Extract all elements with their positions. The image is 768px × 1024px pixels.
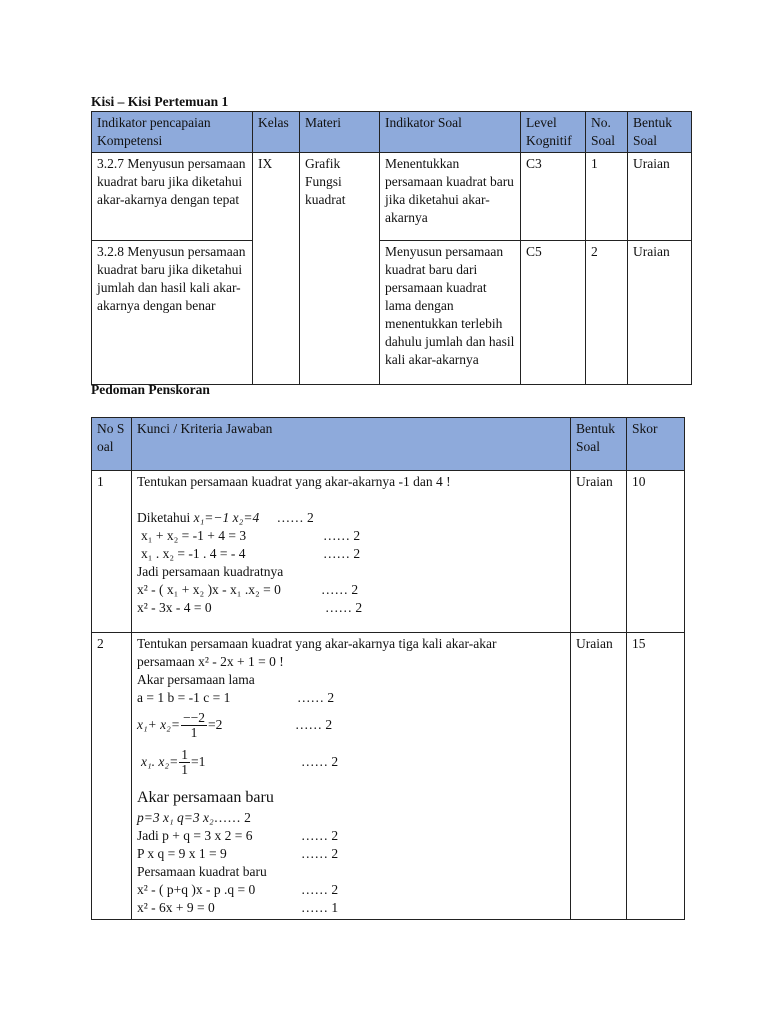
- materi-cell: Grafik Fungsi kuadrat: [300, 153, 380, 385]
- pxq-line: P x q = 9 x 1 = 9 …… 2: [137, 846, 339, 861]
- no-soal-cell: 2: [586, 241, 628, 385]
- header-bentuk-soal: Bentuk Soal: [571, 418, 627, 471]
- header-no-soal: No Soal: [92, 418, 132, 471]
- table-row: [92, 241, 692, 385]
- product-line: x₁. x₂= $\frac{1}{1}$ =1 …… 2: [141, 746, 339, 777]
- no-soal-cell: 1: [92, 471, 132, 633]
- bentuk-soal-cell: Uraian: [628, 153, 692, 241]
- penskoran-title: Pedoman Penskoran: [91, 382, 210, 397]
- indikator-soal-cell: Menyusun persamaan kuadrat baru dari persamaan kuadrat lama dengan menentukkan terlebih dahulu jumlah dan hasil kali akar-akarnya: [380, 241, 521, 385]
- fraction: $\frac{--2}{1}$: [182, 709, 205, 740]
- skor-cell: 10: [627, 471, 685, 633]
- level-cell: C5: [521, 241, 586, 385]
- question-text: persamaan x² - 2x + 1 = 0 !: [137, 654, 284, 669]
- header-no-soal: No. Soal: [586, 112, 628, 153]
- akar-baru-line: Akar persamaan baru: [137, 789, 274, 806]
- header-indikator-soal: Indikator Soal: [380, 112, 521, 153]
- question-text: Tentukan persamaan kuadrat yang akar-akarnya tiga kali akar-akar: [137, 636, 497, 651]
- sum-line: x₁+ x₂= $\frac{--2}{1}$ =2 …… 2: [137, 709, 333, 740]
- indikator-kompetensi-cell: 3.2.7 Menyusun persamaan kuadrat baru jika diketahui akar-akarnya dengan tepat: [92, 153, 253, 241]
- akar-lama-line: Akar persamaan lama: [137, 672, 255, 687]
- kunci-jawaban-cell: [132, 471, 571, 633]
- equation-line: x² - 6x + 9 = 0 …… 1: [137, 900, 339, 915]
- fraction: $\frac{1}{1}$: [181, 746, 188, 777]
- kunci-jawaban-cell: [132, 633, 571, 920]
- penskoran-header-row: [92, 418, 685, 471]
- abc-line: a = 1 b = -1 c = 1 …… 2: [137, 690, 335, 705]
- bentuk-soal-cell: Uraian: [571, 633, 627, 920]
- equation-line: x² - 3x - 4 = 0 …… 2: [137, 600, 363, 615]
- table-row: [92, 471, 685, 633]
- product-line: x₁ . x₂ = -1 . 4 = - 4 …… 2: [141, 546, 361, 561]
- table-row: [92, 633, 685, 920]
- jadi-line: Jadi persamaan kuadratnya: [137, 564, 284, 579]
- pkb-line: Persamaan kuadrat baru: [137, 864, 267, 879]
- kisi-table: [91, 111, 692, 385]
- indikator-soal-cell: Menentukkan persamaan kuadrat baru jika diketahui akar-akarnya: [380, 153, 521, 241]
- skor-cell: 15: [627, 633, 685, 920]
- indikator-kompetensi-cell: 3.2.8 Menyusun persamaan kuadrat baru jika diketahui jumlah dan hasil kali akar-akarnya dengan benar: [92, 241, 253, 385]
- equation-line: x² - ( x₁ + x₂ )x - x₁ .x₂ = 0 …… 2: [137, 582, 359, 597]
- penskoran-table: [91, 417, 685, 920]
- table-row: [92, 153, 692, 241]
- no-soal-cell: 1: [586, 153, 628, 241]
- level-cell: C3: [521, 153, 586, 241]
- header-kelas: Kelas: [253, 112, 300, 153]
- header-indikator-kompetensi: Indikator pencapaian Kompetensi: [92, 112, 253, 153]
- kisi-header-row: [92, 112, 692, 153]
- equation-line: x² - ( p+q )x - p .q = 0 …… 2: [137, 882, 339, 897]
- question-text: Tentukan persamaan kuadrat yang akar-akarnya -1 dan 4 !: [137, 474, 451, 489]
- kelas-cell: IX: [253, 153, 300, 385]
- header-level-kognitif: Level Kognitif: [521, 112, 586, 153]
- jadi-line: Jadi p + q = 3 x 2 = 6 …… 2: [137, 828, 339, 843]
- no-soal-cell: 2: [92, 633, 132, 920]
- bentuk-soal-cell: Uraian: [628, 241, 692, 385]
- sum-line: x₁ + x₂ = -1 + 4 = 3 …… 2: [141, 528, 361, 543]
- diketahui-line: Diketahui x₁=−1 x₂=4 …… 2: [137, 510, 314, 525]
- kisi-title: Kisi – Kisi Pertemuan 1: [91, 94, 229, 109]
- pq-line: p=3 x₁ q=3 x₂…… 2: [137, 810, 251, 825]
- header-kunci-jawaban: Kunci / Kriteria Jawaban: [132, 418, 571, 471]
- bentuk-soal-cell: Uraian: [571, 471, 627, 633]
- header-skor: Skor: [627, 418, 685, 471]
- header-materi: Materi: [300, 112, 380, 153]
- header-bentuk-soal: Bentuk Soal: [628, 112, 692, 153]
